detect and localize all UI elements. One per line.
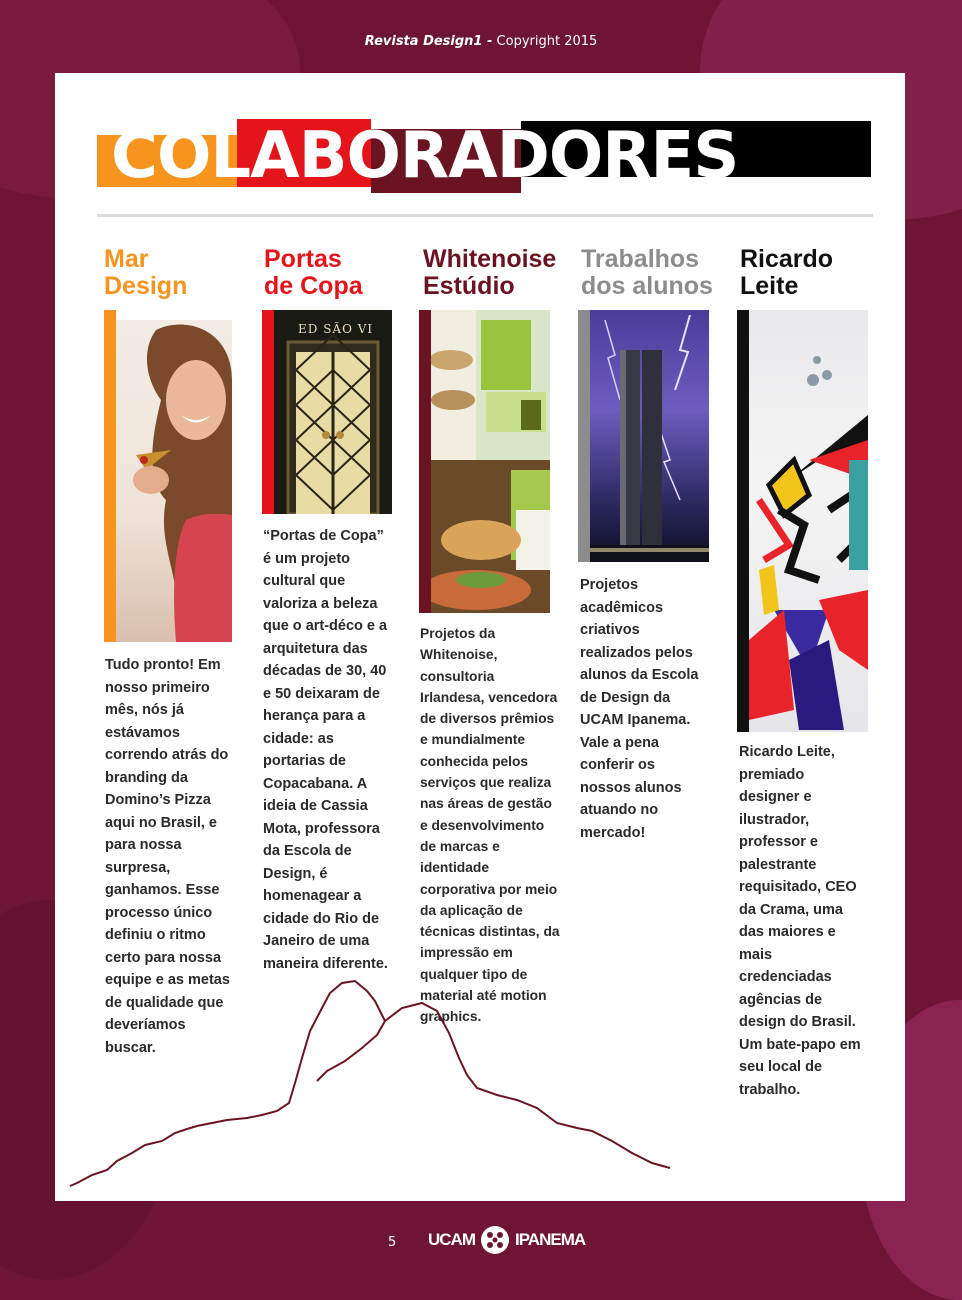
woman-illustration: [116, 320, 232, 642]
accent-bar: [419, 310, 431, 613]
title-text: [111, 121, 738, 191]
congress-illustration: [590, 310, 709, 562]
column-title: Ricardo Leite: [740, 245, 834, 300]
magazine-name: Revista Design1 -: [364, 34, 493, 49]
title-part-2: ABO: [250, 119, 400, 193]
page-header: [0, 34, 962, 49]
column-title: Mar Design: [104, 245, 188, 300]
column-text: Tudo pronto! Em nosso primeiro mês, nós já estávamos correndo atrás do branding da Domino’s Pizza aqui no Brasil, e para nossa surpresa, ganhamos. Esse processo único definiu o ritmo certo para nossa equipe e as metas de qualidade que deveríamos buscar.: [105, 657, 230, 1056]
photo-colorful-artwork: [749, 310, 868, 732]
title-part-4: ORES: [548, 119, 739, 193]
title-divider: [97, 214, 873, 217]
restaurant-illustration: [431, 310, 550, 613]
page-footer: [0, 1225, 962, 1265]
column-whitenoise: [423, 246, 573, 300]
column-mar-design: [104, 246, 254, 300]
page: [55, 73, 905, 1201]
photo-restaurant-branding: [431, 310, 550, 613]
column-text: Projetos acadêmicos criativos realizados pelos alunos da Escola de Design da UCAM Ipanema. Vale a pena conferir os nossos alunos atuando no mercado!: [580, 577, 699, 841]
column-title: Whitenoise Estúdio: [423, 245, 557, 300]
ucam-logo-text: UCAM: [428, 1230, 475, 1249]
accent-bar: [262, 310, 274, 514]
page-number: 5: [388, 1235, 397, 1250]
page-title: [97, 119, 887, 199]
title-part-3: RAD: [399, 119, 549, 193]
column-ricardo-leite: [740, 246, 890, 300]
copyright: Copyright 2015: [496, 34, 598, 49]
ucam-logo-icon: [480, 1225, 510, 1255]
column-text: Ricardo Leite, premiado designer e ilustrador, professor e palestrante requisitado, CEO da Crama, uma das maiores e mais credenciadas agências de design do Brasil. Um bate-papo em seu local de trabalho.: [739, 744, 861, 1098]
building-sign: ED SÃO VI: [298, 322, 374, 336]
door-illustration: [274, 310, 392, 514]
photo-woman-eating-pizza: [116, 320, 232, 642]
photo-art-deco-door: [274, 310, 392, 514]
accent-bar: [578, 310, 590, 562]
title-part-1: COL: [111, 119, 251, 193]
accent-bar: [737, 310, 749, 732]
artwork-illustration: [749, 310, 868, 732]
accent-bar: [104, 310, 116, 642]
ipanema-logo-text: IPANEMA: [515, 1230, 586, 1249]
photo-congress-lightning: [590, 310, 709, 562]
column-text: “Portas de Copa” é um projeto cultural que valoriza a beleza que o art-déco e a arquitetura das décadas de 30, 40 e 50 deixaram de herança para a cidade: as portarias de Copacabana. A ideia de Cassia Mota, professora da Escola de Design, é homenagear a cidade do Rio de Janeiro de uma maneira diferente.: [263, 528, 388, 972]
column-trabalhos-alunos: [581, 246, 731, 300]
column-title: Trabalhos dos alunos: [581, 245, 713, 300]
column-text: Projetos da Whitenoise, consultoria Irlandesa, vencedora de diversos prêmios e mundialmente conhecida pelos serviços que realiza nas áreas de gestão e desenvolvimento de marcas e identidade corporativa por meio da aplicação de técnicas distintas, da impressão em qualquer tipo de material até motion graphics.: [420, 626, 560, 1025]
column-title: Portas de Copa: [264, 245, 363, 300]
sugarloaf-mountain-outline: [67, 963, 687, 1193]
column-portas-de-copa: [264, 246, 414, 300]
